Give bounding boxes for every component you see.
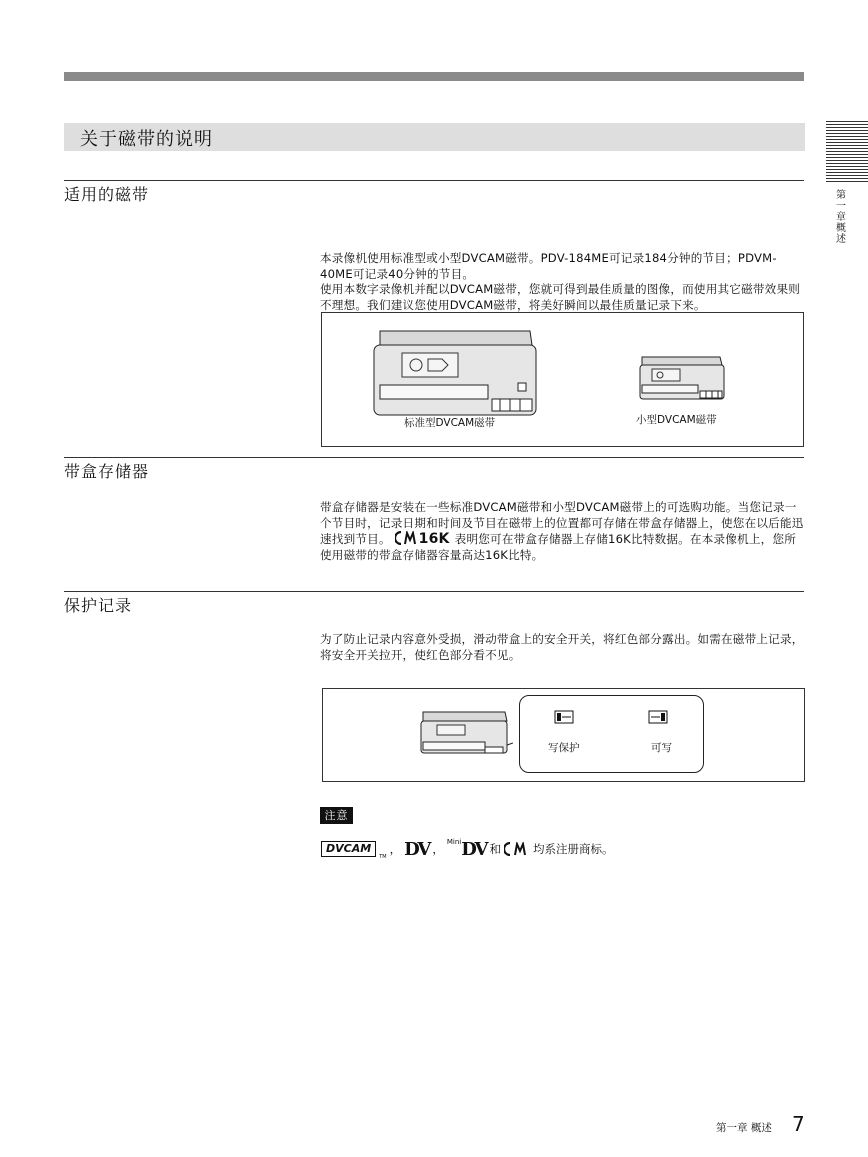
mini-label: Mini xyxy=(446,838,462,846)
writable-switch-icon xyxy=(648,710,668,724)
caption-standard-tape: 标准型DVCAM磁带 xyxy=(404,417,496,429)
chapter-thumb-tab xyxy=(826,121,868,183)
write-protect-figure xyxy=(322,688,805,782)
chapter-title-bar xyxy=(64,123,805,151)
paragraph-text: 带盒存储器是安装在一些标准DVCAM磁带和小型DVCAM磁带上的可选购功能。当您记录一个节目时，记录日期和时间及节目在磁带上的位置都可存储在带盒存储器上，使您在以后能迅速找到节目。 xyxy=(320,500,804,546)
dv-logo: DV xyxy=(404,838,430,860)
switch-detail-callout xyxy=(519,695,704,773)
paragraph: 为了防止记录内容意外受损，滑动带盒上的安全开关，将红色部分露出。如需在磁带上记录，将安全开关拉开，使红色部分看不见。 xyxy=(320,632,804,662)
section-heading: 带盒存储器 xyxy=(64,462,150,481)
section-body xyxy=(320,632,806,663)
cm-logo-text: 16K xyxy=(418,531,450,547)
section-rule xyxy=(64,180,804,181)
section-heading: 适用的磁带 xyxy=(64,185,150,204)
top-rule xyxy=(64,72,804,81)
tape-tab-illustration xyxy=(419,709,513,755)
section-rule xyxy=(64,591,804,592)
label-write-protect: 写保护 xyxy=(548,742,580,754)
cm-logo-icon xyxy=(395,531,419,545)
chapter-title: 关于磁带的说明 xyxy=(80,129,213,150)
footer-chapter-label: 第一章 概述 xyxy=(716,1122,772,1134)
mini-dv-logo: DV xyxy=(461,838,487,860)
standard-tape-illustration xyxy=(372,323,542,419)
paragraph: 使用本数字录像机并配以DVCAM磁带，您就可得到最佳质量的图像，而使用其它磁带效果则不理想。我们建议您使用DVCAM磁带，将美好瞬间以最佳质量记录下来。 xyxy=(320,282,801,312)
tm-mark: TM xyxy=(379,854,387,860)
cassette-memory-logo xyxy=(395,531,455,547)
side-tab-label: 第一章 概述 xyxy=(836,190,846,245)
section-body xyxy=(320,500,806,563)
paragraph-text: 表明您可在带盒存储器上存储16K比特数据。在本录像机上，您所使用磁带的带盒存储器容量高达16K比特。 xyxy=(320,532,797,562)
section-rule xyxy=(64,457,804,458)
page-number: 7 xyxy=(792,1112,805,1136)
section-body xyxy=(320,251,806,313)
separator: ， xyxy=(389,842,402,856)
trademark-suffix: 均系注册商标。 xyxy=(532,842,614,856)
paragraph xyxy=(320,500,806,563)
write-protect-switch-icon xyxy=(554,710,574,724)
cassette-memory-mark-icon xyxy=(504,842,530,856)
small-tape-illustration xyxy=(638,353,726,403)
dvcam-logo: DVCAM xyxy=(321,841,376,857)
label-writable: 可写 xyxy=(651,742,672,754)
trademark-line xyxy=(321,838,616,860)
separator: ， xyxy=(432,842,444,856)
paragraph: 本录像机使用标准型或小型DVCAM磁带。PDV-184ME可记录184分钟的节目；PDVM-40ME可记录40分钟的节目。 xyxy=(320,251,777,281)
caption-small-tape: 小型DVCAM磁带 xyxy=(636,414,717,426)
conjunction: 和 xyxy=(489,842,501,856)
note-badge: 注意 xyxy=(320,807,353,824)
section-heading: 保护记录 xyxy=(64,596,133,615)
tape-figure xyxy=(321,312,804,447)
